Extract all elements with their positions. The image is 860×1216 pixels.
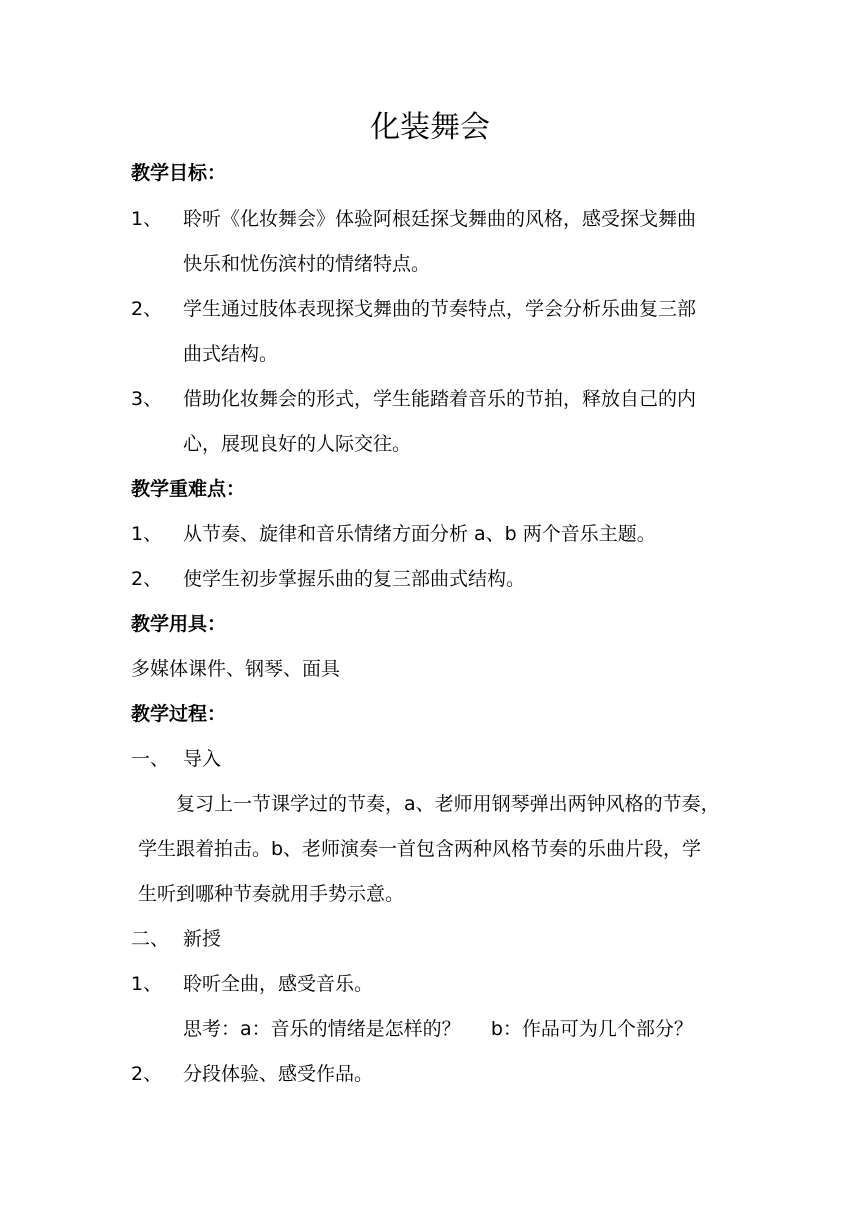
objective-text: 学生通过肢体表现探戈舞曲的节奏特点，学会分析乐曲复三部 xyxy=(183,298,697,320)
key-point-number: 2、 xyxy=(131,568,163,590)
key-points-heading: 教学重难点： xyxy=(131,478,246,500)
key-point-text: 使学生初步掌握乐曲的复三部曲式结构。 xyxy=(183,568,526,590)
section-label-new: 新授 xyxy=(183,928,222,950)
objective-number: 3、 xyxy=(131,388,163,410)
tools-text: 多媒体课件、钢琴、面具 xyxy=(131,658,341,680)
objective-text-cont: 曲式结构。 xyxy=(183,343,279,365)
section-label-intro: 导入 xyxy=(183,748,222,770)
key-point-text: 从节奏、旋律和音乐情绪方面分析 a、b 两个音乐主题。 xyxy=(183,523,656,545)
section-number: 二、 xyxy=(131,928,170,950)
objective-text-cont: 心，展现良好的人际交往。 xyxy=(183,433,412,455)
think-question: 思考：a：音乐的情绪是怎样的？ b：作品可为几个部分？ xyxy=(183,1018,693,1040)
objective-text: 借助化妆舞会的形式，学生能踏着音乐的节拍，释放自己的内 xyxy=(183,388,697,410)
intro-paragraph-line: 生听到哪种节奏就用手势示意。 xyxy=(138,883,405,905)
step-text: 聆听全曲，感受音乐。 xyxy=(183,973,374,995)
step-text: 分段体验、感受作品。 xyxy=(183,1063,374,1085)
intro-paragraph-line: 学生跟着拍击。b、老师演奏一首包含两种风格节奏的乐曲片段，学 xyxy=(138,838,702,860)
step-number: 1、 xyxy=(131,973,163,995)
section-number: 一、 xyxy=(131,748,170,770)
intro-paragraph-line: 复习上一节课学过的节奏，a、老师用钢琴弹出两钟风格的节奏， xyxy=(176,793,720,815)
step-number: 2、 xyxy=(131,1063,163,1085)
objectives-heading: 教学目标： xyxy=(131,162,227,184)
objective-text: 聆听《化妆舞会》体验阿根廷探戈舞曲的风格，感受探戈舞曲 xyxy=(183,208,697,230)
objective-text-cont: 快乐和忧伤滨村的情绪特点。 xyxy=(183,253,431,275)
key-point-number: 1、 xyxy=(131,523,163,545)
tools-heading: 教学用具： xyxy=(131,613,227,635)
document-title: 化装舞会 xyxy=(370,110,490,145)
process-heading: 教学过程： xyxy=(131,703,227,725)
objective-number: 2、 xyxy=(131,298,163,320)
objective-number: 1、 xyxy=(131,208,163,230)
